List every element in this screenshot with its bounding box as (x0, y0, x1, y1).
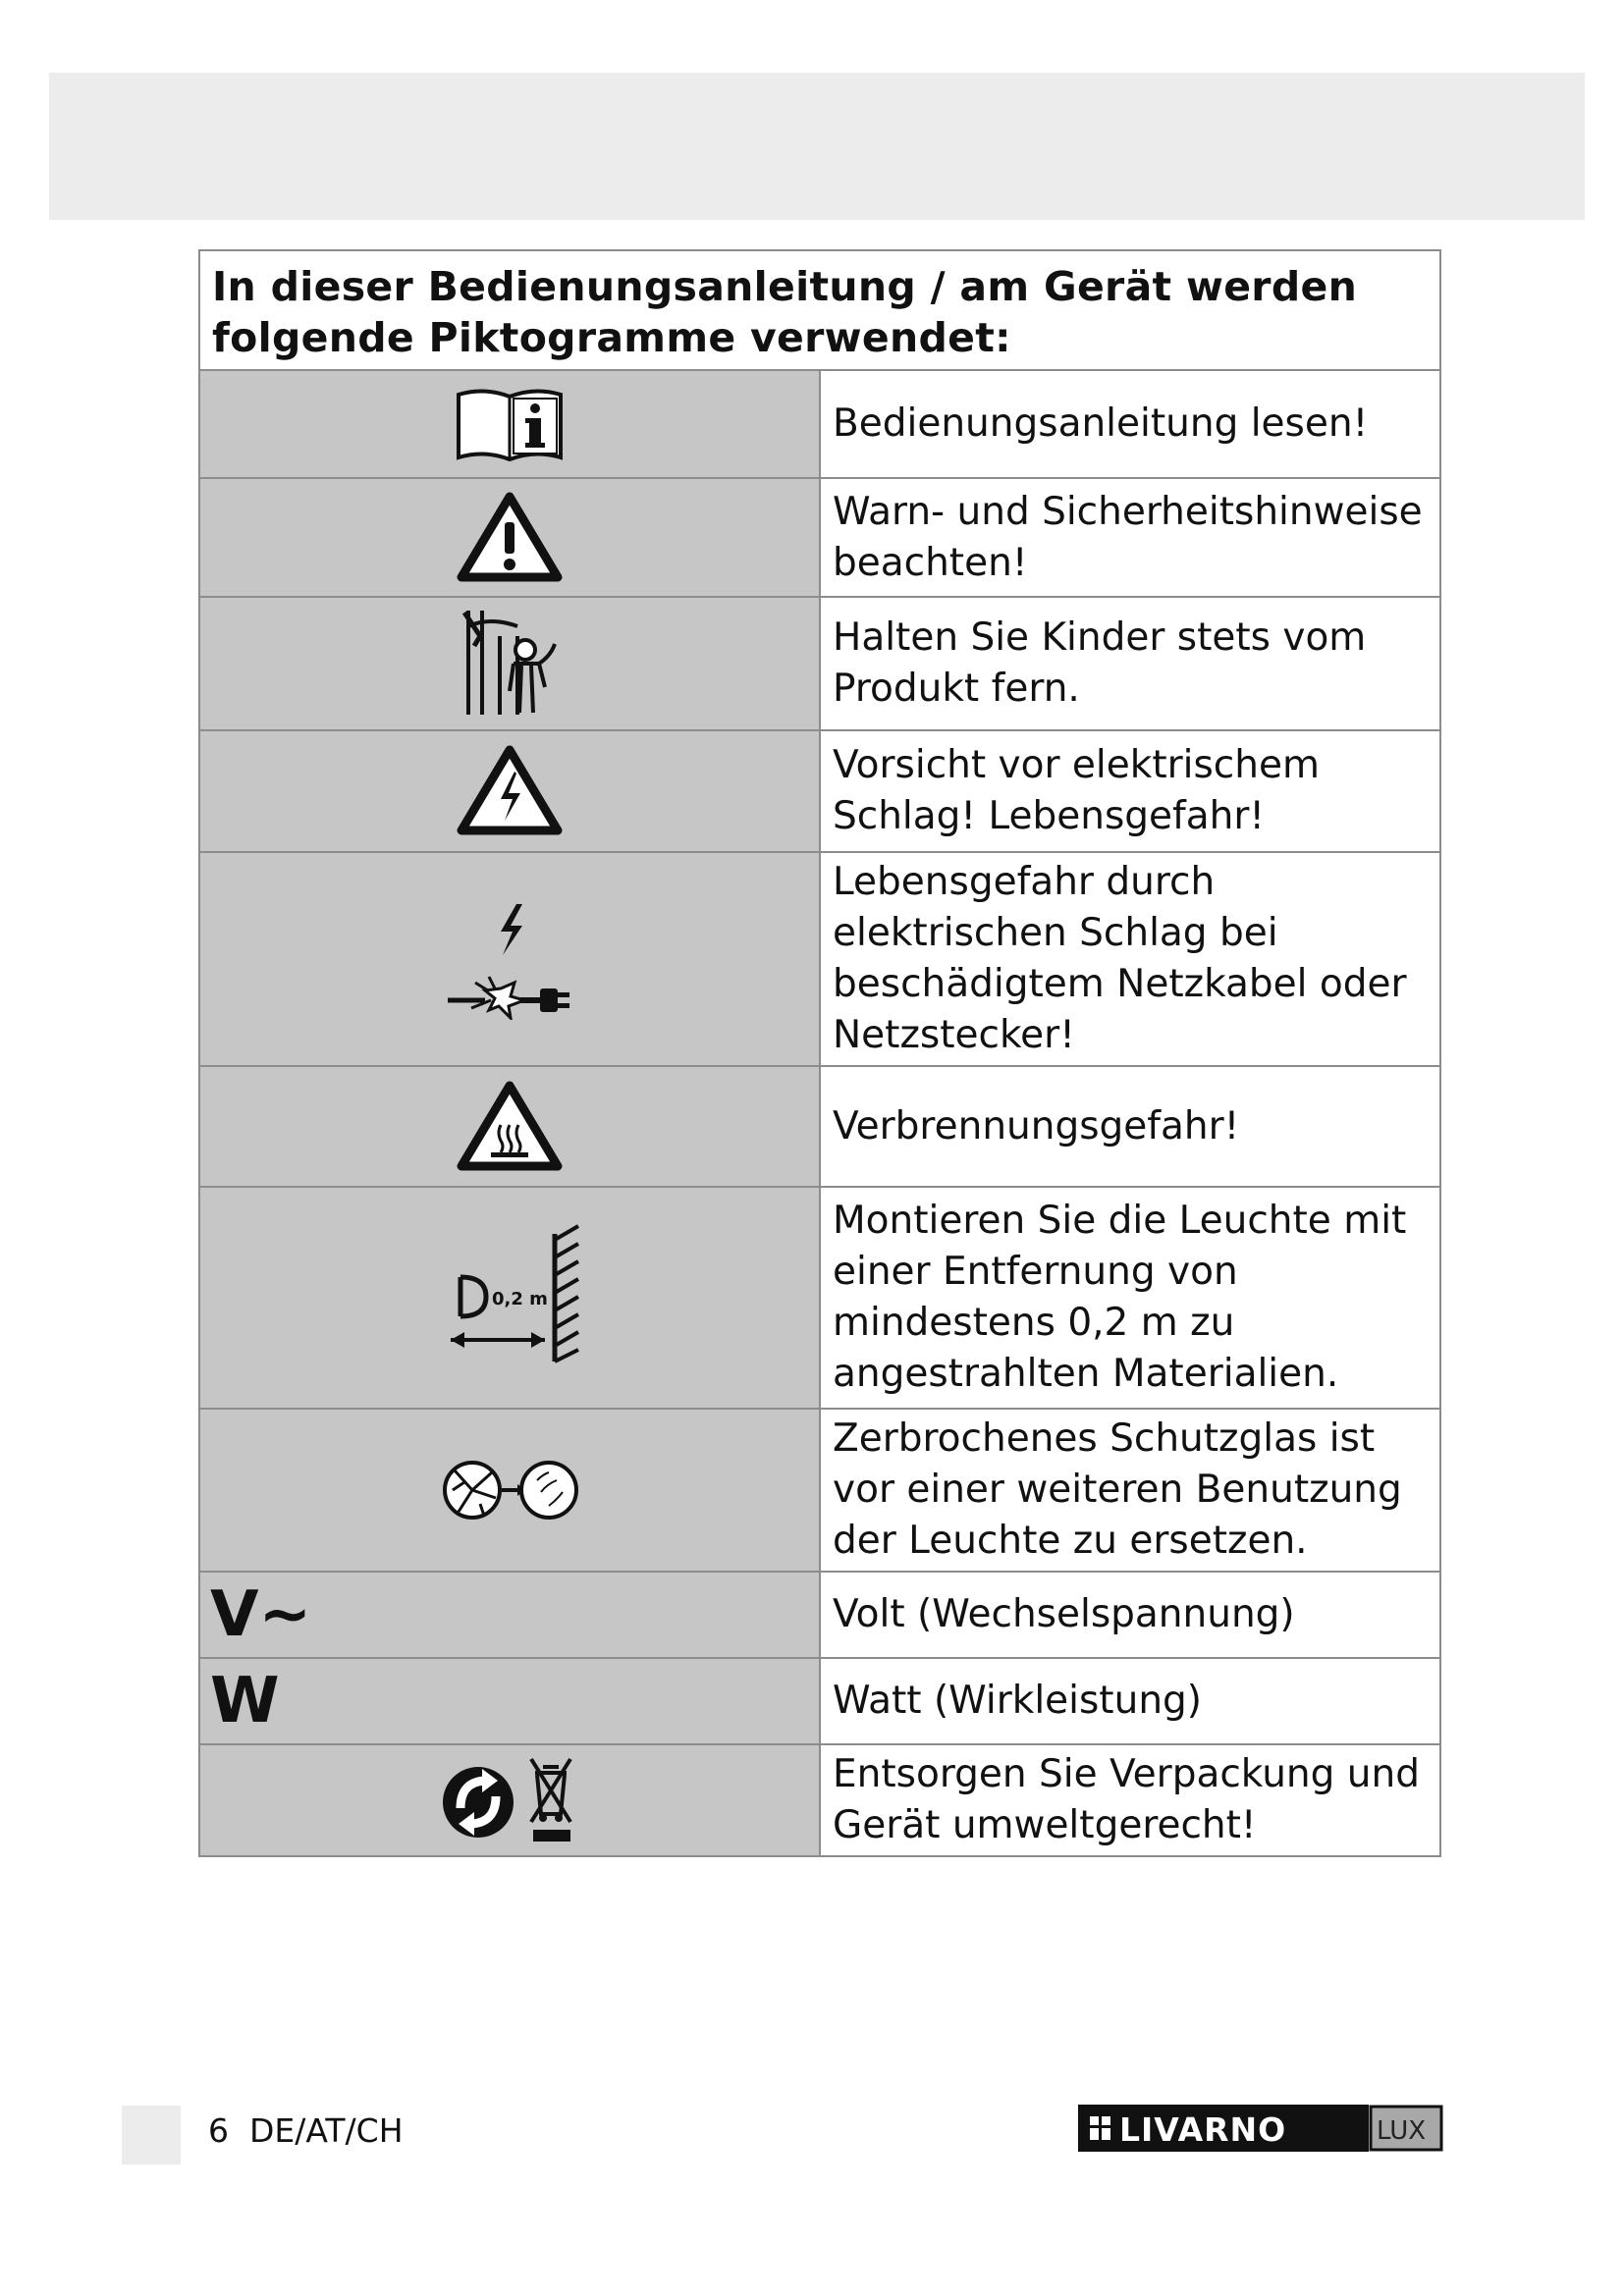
icon-cell (199, 1744, 820, 1856)
legend-text: Warn- und Sicherheitshinweise beachten! (820, 478, 1440, 597)
page-footer (208, 2110, 404, 2152)
icon-cell (199, 1409, 820, 1572)
distance-icon (431, 1224, 588, 1371)
icon-cell (199, 1187, 820, 1409)
damaged-cable-icon (446, 898, 573, 1020)
manual-info-icon (455, 383, 565, 465)
legend-text: Vorsicht vor elektrischem Schlag! Lebensgefahr! (820, 730, 1440, 852)
icon-cell (199, 597, 820, 730)
warning-exclamation-icon (456, 491, 564, 585)
icon-cell (199, 730, 820, 852)
icon-cell (199, 1066, 820, 1187)
legend-text: Volt (Wechselspannung) (820, 1572, 1440, 1658)
volt-symbol: V~ (210, 1578, 312, 1651)
header-band (49, 73, 1585, 220)
legend-text: Entsorgen Sie Verpackung und Gerät umweltgerecht! (820, 1744, 1440, 1856)
child-safety-icon (460, 607, 559, 721)
icon-cell (199, 1572, 820, 1658)
legend-row (199, 1744, 1440, 1856)
legend-text: Watt (Wirkleistung) (820, 1658, 1440, 1744)
electric-shock-warning-icon (456, 744, 564, 838)
legend-row (199, 1658, 1440, 1744)
legend-row (199, 1066, 1440, 1187)
legend-text: Lebensgefahr durch elektrischen Schlag bei beschädigtem Netzkabel oder Netzstecker! (820, 852, 1440, 1066)
legend-row (199, 852, 1440, 1066)
hot-surface-warning-icon (456, 1080, 564, 1174)
legend-text: Bedienungsanleitung lesen! (820, 370, 1440, 478)
legend-text: Halten Sie Kinder stets vom Produkt fern. (820, 597, 1440, 730)
legend-title: In dieser Bedienungsanleitung / am Gerät werden folgende Piktogramme verwendet: (199, 250, 1440, 370)
legend-header-row (199, 250, 1440, 370)
page-number: 6 (208, 2111, 229, 2150)
legend-row (199, 1409, 1440, 1572)
legend-text: Montieren Sie die Leuchte mit einer Entfernung von mindestens 0,2 m zu angestrahlten Materialien. (820, 1187, 1440, 1409)
icon-cell (199, 1658, 820, 1744)
icon-cell (199, 370, 820, 478)
legend-row (199, 597, 1440, 730)
footer-marker (122, 2106, 181, 2164)
legend-text: Verbrennungsgefahr! (820, 1066, 1440, 1187)
icon-cell (199, 852, 820, 1066)
legend-row (199, 478, 1440, 597)
legend-row (199, 1187, 1440, 1409)
brand-name: LIVARNO (1119, 2110, 1287, 2149)
distance-icon-label: 0,2 m (492, 1289, 548, 1309)
livarno-lux-logo (1078, 2105, 1443, 2152)
broken-glass-icon (441, 1451, 578, 1529)
pictogram-legend-table (198, 249, 1441, 1857)
legend-row (199, 1572, 1440, 1658)
legend-row (199, 370, 1440, 478)
icon-cell (199, 478, 820, 597)
brand-suffix: LUX (1377, 2116, 1427, 2146)
legend-row (199, 730, 1440, 852)
recycling-disposal-icon (441, 1753, 578, 1847)
locale-label: DE/AT/CH (248, 2111, 404, 2150)
legend-text: Zerbrochenes Schutzglas ist vor einer weiteren Benutzung der Leuchte zu ersetzen. (820, 1409, 1440, 1572)
watt-symbol: W (210, 1665, 280, 1737)
